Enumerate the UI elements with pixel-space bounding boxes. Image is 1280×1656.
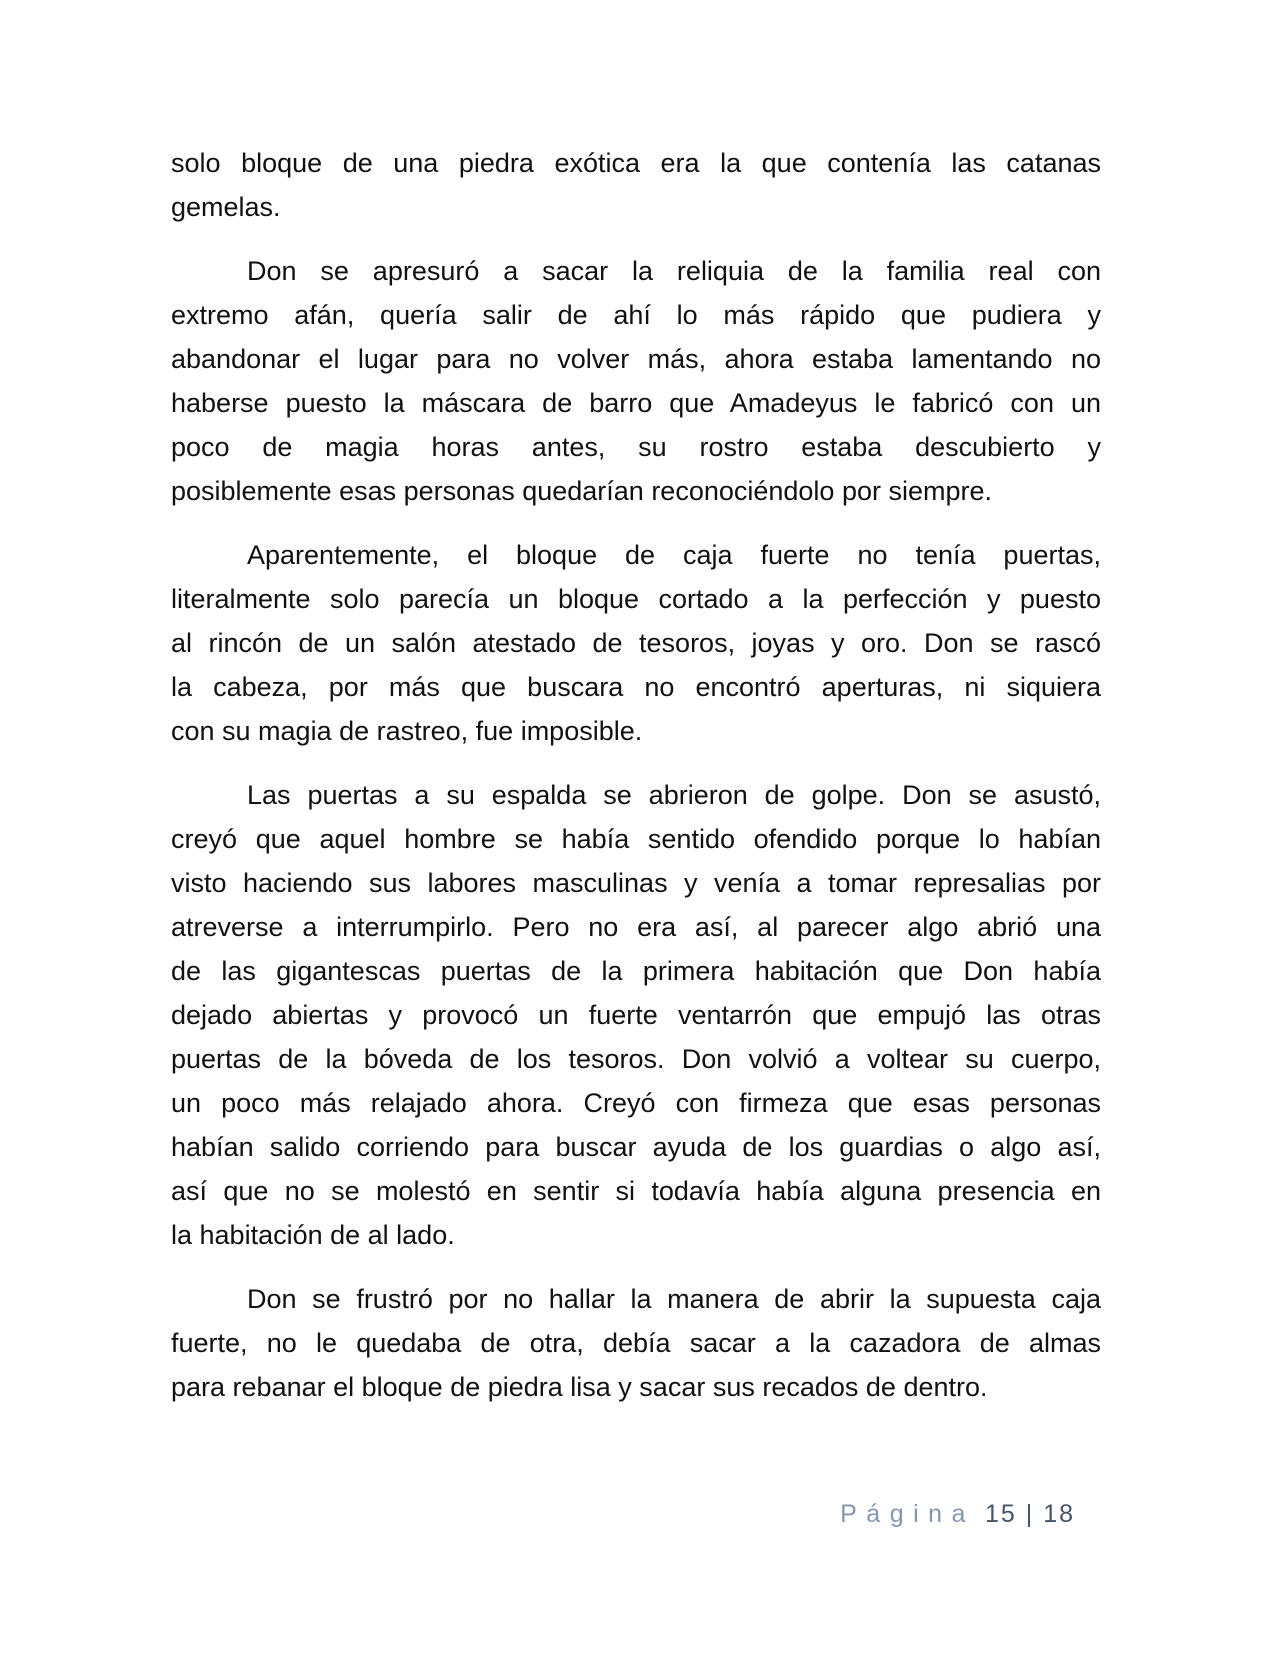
text-line: Las puertas a su espalda se abrieron de golpe. Don se asustó,: [247, 780, 1101, 810]
text-line: extremo afán, quería salir de ahí lo más rápido que pudiera y: [171, 300, 1101, 330]
footer-current-page: 15: [984, 1500, 1017, 1528]
text-line: atreverse a interrumpirlo. Pero no era así, al parecer algo abrió una: [171, 912, 1101, 942]
text-line: fuerte, no le quedaba de otra, debía sacar a la cazadora de almas: [171, 1328, 1101, 1358]
footer-total-pages: 18: [1043, 1500, 1075, 1528]
paragraph: [171, 773, 1101, 1257]
text-line: para rebanar el bloque de piedra lisa y sacar sus recados de dentro.: [171, 1372, 988, 1402]
text-line: poco de magia horas antes, su rostro estaba descubierto y: [171, 432, 1101, 462]
text-line: Aparentemente, el bloque de caja fuerte no tenía puertas,: [247, 540, 1101, 570]
page-footer: [840, 1500, 1075, 1529]
paragraph: [171, 249, 1101, 513]
text-line: puertas de la bóveda de los tesoros. Don volvió a voltear su cuerpo,: [171, 1044, 1101, 1074]
text-line: un poco más relajado ahora. Creyó con firmeza que esas personas: [171, 1088, 1101, 1118]
text-line: solo bloque de una piedra exótica era la que contenía las catanas: [171, 148, 1101, 178]
document-text-body: [171, 141, 1101, 1429]
text-line: literalmente solo parecía un bloque cortado a la perfección y puesto: [171, 584, 1101, 614]
text-line: haberse puesto la máscara de barro que Amadeyus le fabricó con un: [171, 388, 1101, 418]
text-line: gemelas.: [171, 192, 281, 222]
text-line: posiblemente esas personas quedarían reconociéndolo por siempre.: [171, 476, 993, 506]
text-line: visto haciendo sus labores masculinas y venía a tomar represalias por: [171, 868, 1101, 898]
paragraph: [171, 1277, 1101, 1409]
footer-page-number: [985, 1500, 1075, 1528]
text-line: la cabeza, por más que buscara no encontró aperturas, ni siquiera: [171, 672, 1101, 702]
text-line: al rincón de un salón atestado de tesoros, joyas y oro. Don se rascó: [171, 628, 1101, 658]
text-line: creyó que aquel hombre se había sentido ofendido porque lo habían: [171, 824, 1101, 854]
paragraph: [171, 533, 1101, 753]
text-line: dejado abiertas y provocó un fuerte ventarrón que empujó las otras: [171, 1000, 1101, 1030]
text-line: Don se frustró por no hallar la manera de abrir la supuesta caja: [247, 1284, 1101, 1314]
text-line: Don se apresuró a sacar la reliquia de la familia real con: [247, 256, 1101, 286]
text-line: habían salido corriendo para buscar ayuda de los guardias o algo así,: [171, 1132, 1101, 1162]
text-line: la habitación de al lado.: [171, 1220, 455, 1250]
footer-page-label: Página: [840, 1500, 975, 1528]
text-line: con su magia de rastreo, fue imposible.: [171, 716, 643, 746]
text-line: de las gigantescas puertas de la primera habitación que Don había: [171, 956, 1101, 986]
text-line: así que no se molestó en sentir si todavía había alguna presencia en: [171, 1176, 1101, 1206]
footer-separator: |: [1025, 1500, 1035, 1528]
text-line: abandonar el lugar para no volver más, ahora estaba lamentando no: [171, 344, 1101, 374]
paragraph: [171, 141, 1101, 229]
